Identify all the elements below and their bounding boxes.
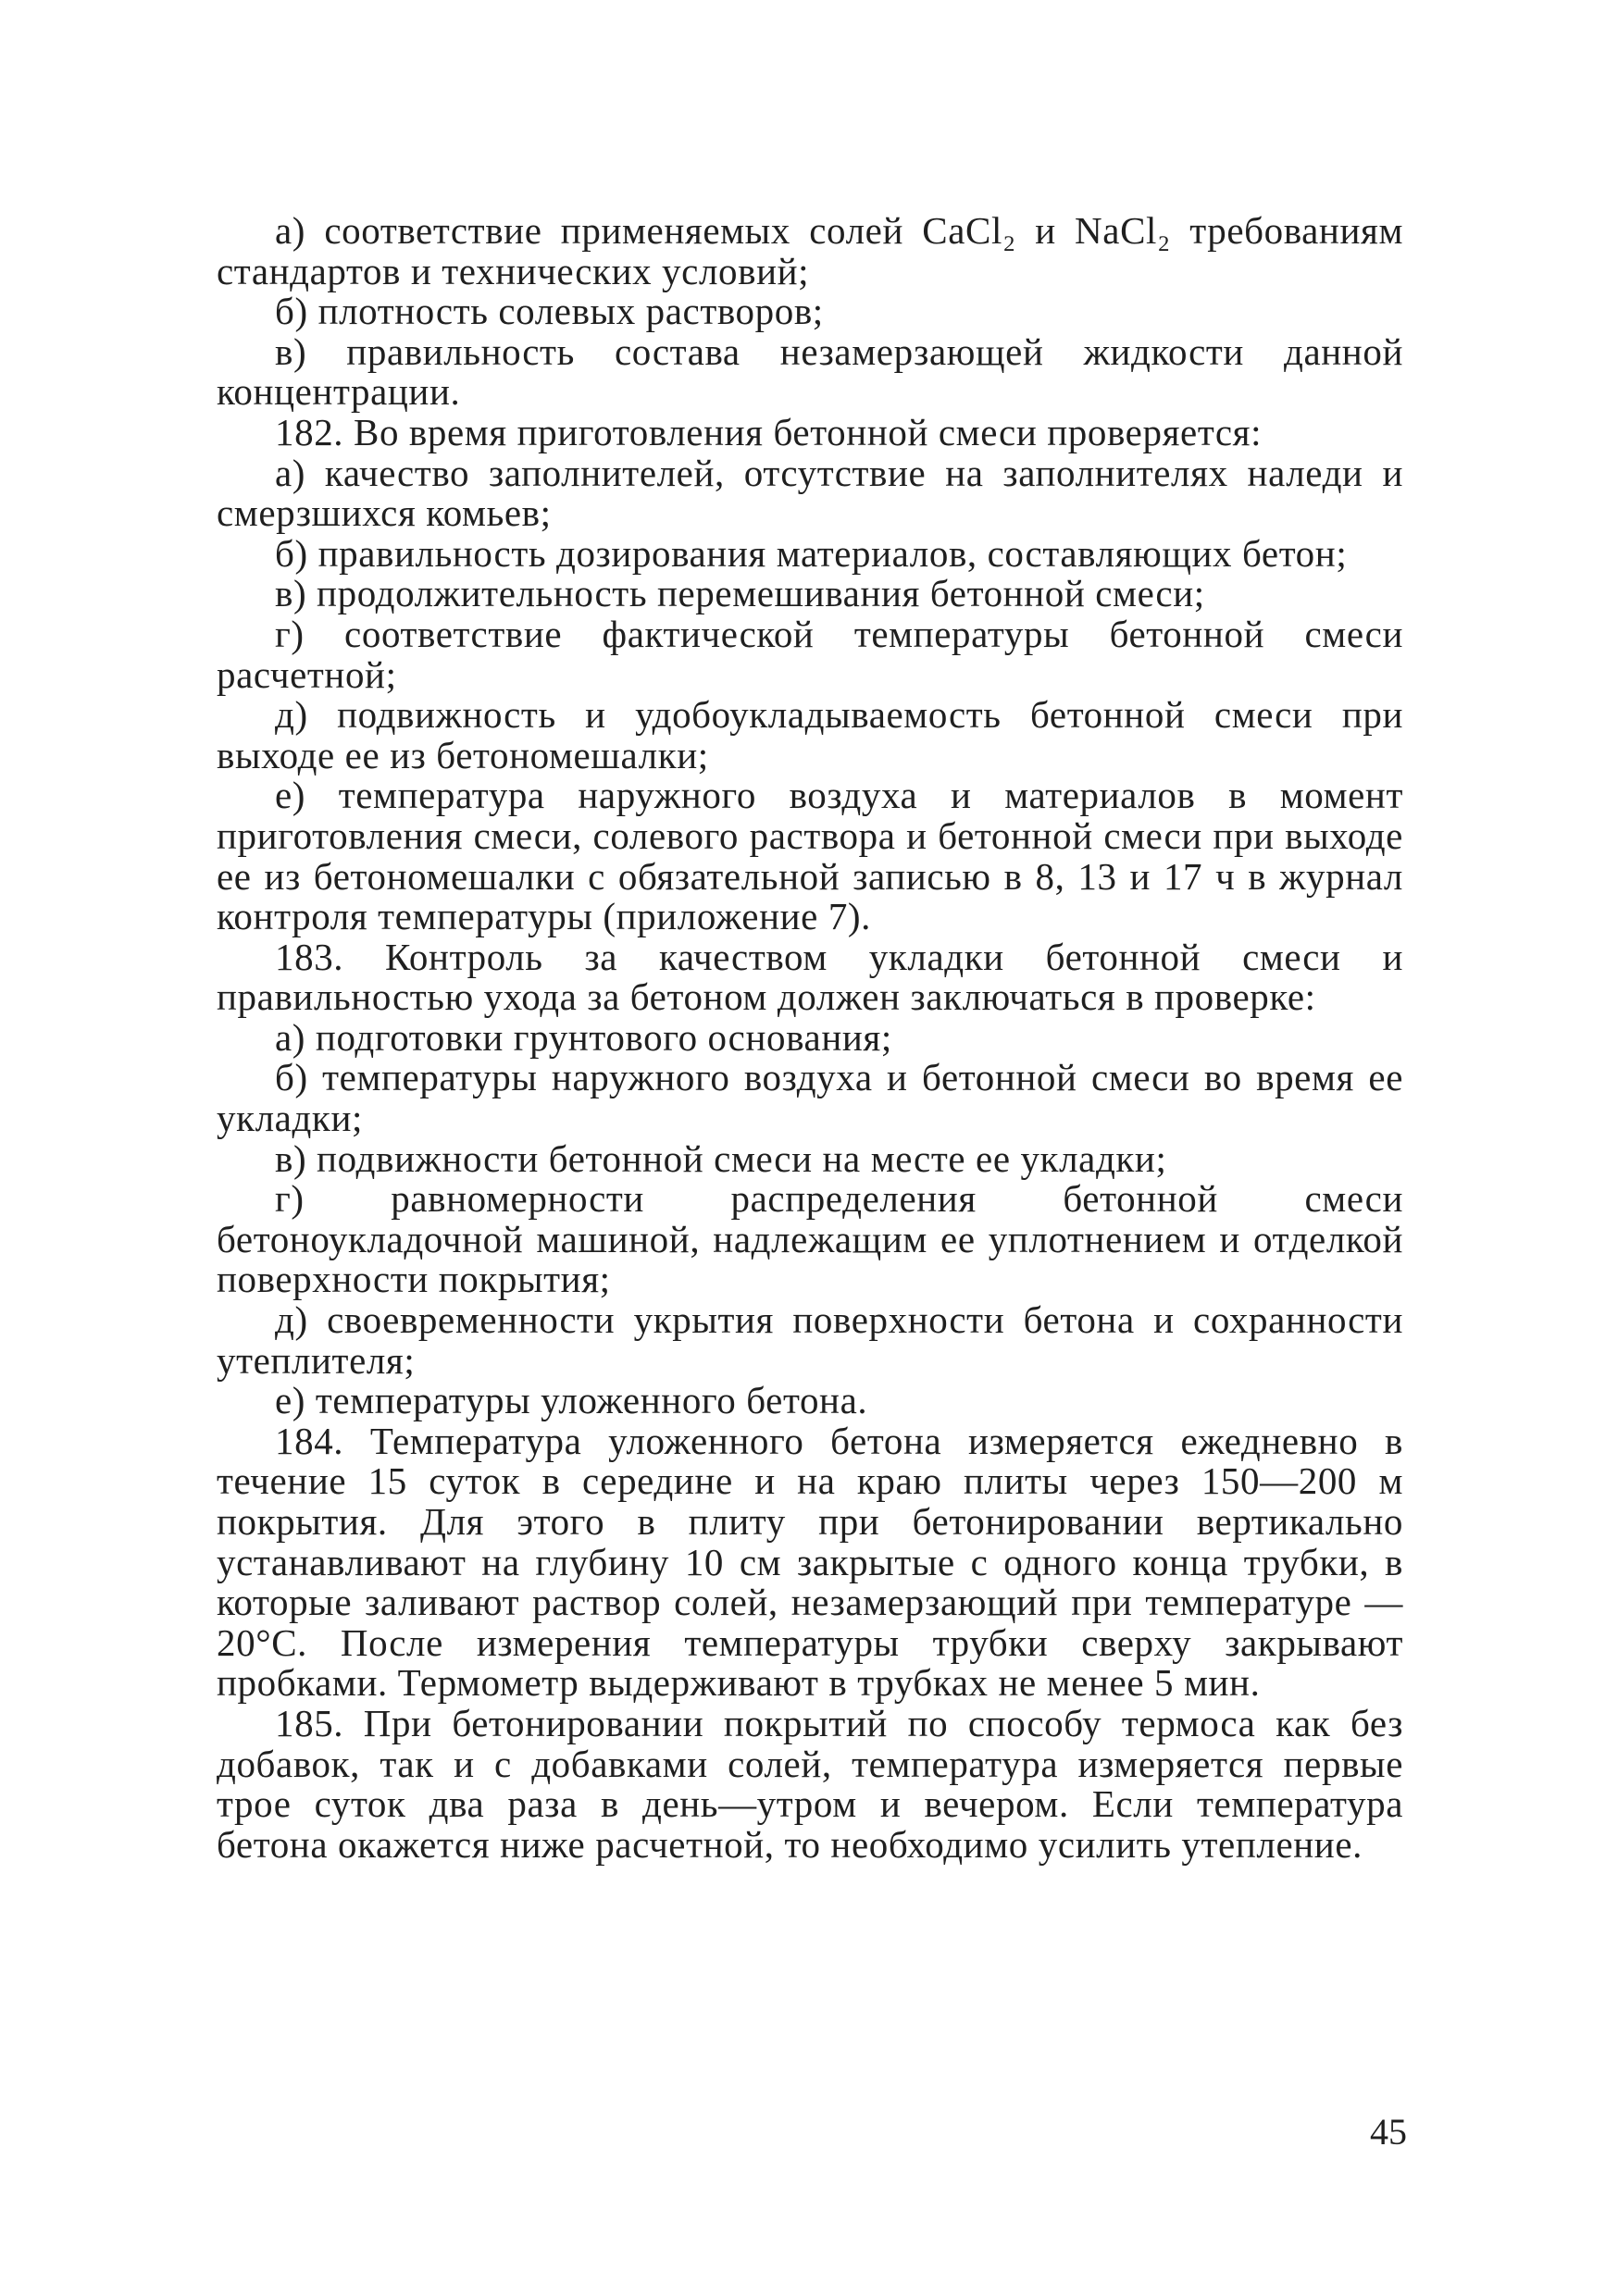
page-text-block [217, 211, 1403, 1865]
paragraph-183-f: е) температуры уложенного бетона. [275, 1379, 868, 1422]
paragraph-182: 182. Во время приготовления бетонной смеси проверяется: [275, 410, 1263, 453]
paragraph-185: 185. При бетонировании покрытий по способу термоса как без добавок, так и с добавками солей, температура измеряется первые трое суток два раза в день—утром и вечером. Если температура бетона окажется ниже расчетной, то необходимо усилить утепление. [217, 1701, 1403, 1866]
paragraph-182-b: б) правильность дозирования материалов, составляющих бетон; [275, 531, 1348, 575]
paragraph-item-c-composition: в) правильность состава незамерзающей жидкости данной концентрации. [217, 329, 1403, 414]
paragraph-182-d: г) соответствие фактической температуры бетонной смеси расчетной; [217, 612, 1403, 696]
paragraph-183-e: д) своевременности укрытия поверхности бетона и сохранности утеплителя; [217, 1298, 1403, 1382]
paragraph-183-b: б) температуры наружного воздуха и бетонной смеси во время ее укладки; [217, 1056, 1403, 1140]
page-number: 45 [1370, 2111, 1407, 2153]
paragraph-182-e: д) подвижность и удобоукладываемость бетонной смеси при выходе ее из бетономешалки; [217, 693, 1403, 776]
paragraph-182-a: а) качество заполнителей, отсутствие на заполнителях наледи и смерзшихся комьев; [217, 451, 1403, 535]
paragraph-182-f: е) температура наружного воздуха и материалов в момент приготовления смеси, солевого раствора и бетонной смеси при выходе ее из бетономешалки с обязательной записью в 8, 13 и 17 ч в журнал контроля температуры (приложение 7). [217, 774, 1403, 938]
paragraph-183-d: г) равномерности распределения бетонной смеси бетоноукладочной машиной, надлежащим ее уплотнением и отделкой поверхности покрытия; [217, 1177, 1403, 1301]
paragraph-item-b-density: б) плотность солевых растворов; [275, 290, 824, 333]
paragraph-183-a: а) подготовки грунтового основания; [275, 1015, 892, 1059]
paragraph-183: 183. Контроль за качеством укладки бетонной смеси и правильностью ухода за бетоном должен заключаться в проверке: [217, 935, 1403, 1019]
paragraph-182-c: в) продолжительность перемешивания бетонной смеси; [275, 572, 1205, 615]
paragraph-item-a-salts: а) соответствие применяемых солей CaCl₂ и NaCl₂ требованиям стандартов и технических условий; [217, 209, 1403, 292]
paragraph-183-c: в) подвижности бетонной смеси на месте ее укладки; [275, 1136, 1167, 1180]
paragraph-184: 184. Температура уложенного бетона измеряется ежедневно в течение 15 суток в середине и на краю плиты через 150—200 м покрытия. Для этого в плиту при бетонировании вертикально устанавливают на глубину 10 см закрытые с одного конца трубки, в которые заливают раствор солей, незамерзающий при температуре —20°С. После измерения температуры трубки сверху закрывают пробками. Термометр выдерживают в трубках не менее 5 мин. [217, 1419, 1403, 1705]
